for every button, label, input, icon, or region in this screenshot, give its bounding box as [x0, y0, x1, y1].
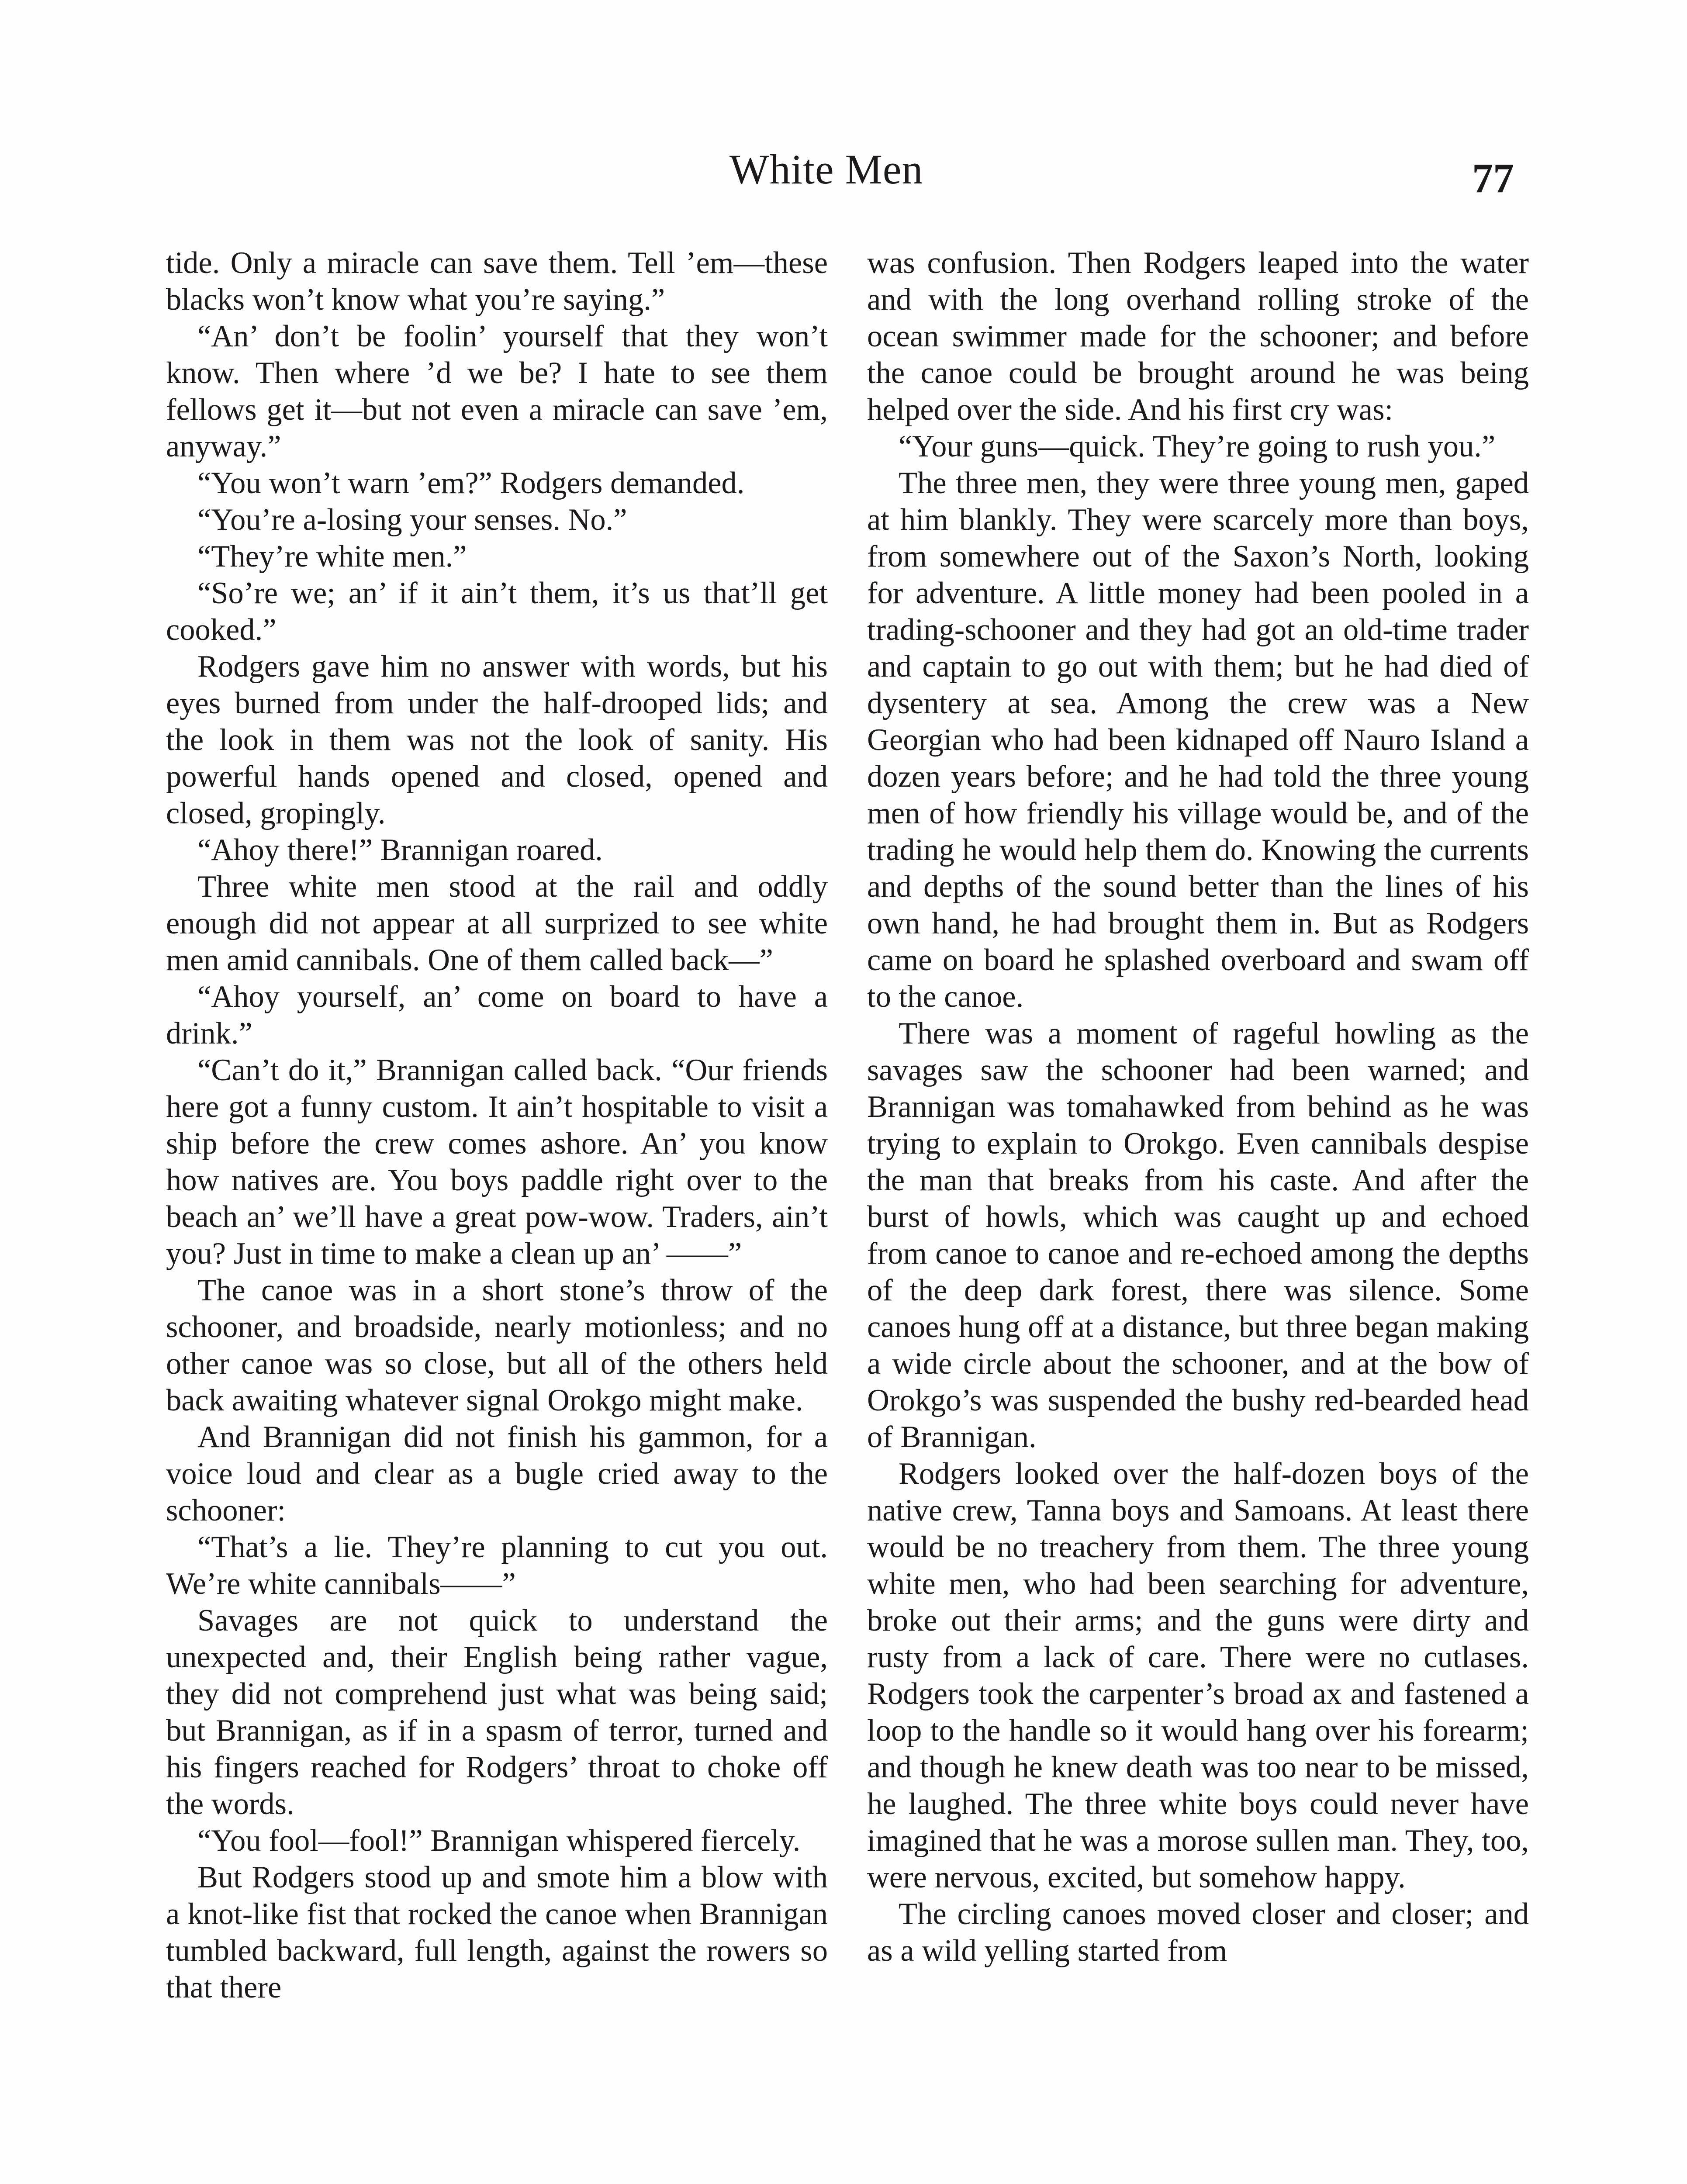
paragraph: Savages are not quick to understand the unexpected and, their English being rather vague, they did not comprehend just what was being said; but Brannigan, as if in a spasm of terror, turned and his fingers reached for Rodgers’ throat to choke off the words.	[166, 1603, 828, 1821]
page-number: 77	[1472, 155, 1514, 201]
paragraph: “Ahoy there!” Brannigan roared.	[197, 833, 603, 867]
paragraph: The canoe was in a short stone’s throw of the schooner, and broadside, nearly motionless; and no other canoe was so close, but all of the others held back awaiting whatever signal Orokgo might make.	[166, 1273, 828, 1417]
paragraph: The three men, they were three young men, gaped at him blankly. They were scarcely more than boys, from somewhere out of the Saxon’s North, looking for adventure. A little money had been pooled in a trading-schooner and they had got an old-time trader and captain to go out with them; but he had died of dysentery at sea. Among the crew was a New Georgian who had been kidnaped off Nauro Island a dozen years before; and he had told the three young men of how friendly his village would be, and of the trading he would help them do. Knowing the currents and depths of the sound better than the lines of his own hand, he had brought them in. But as Rodgers came on board he splashed overboard and swam off to the canoe.	[867, 466, 1529, 1014]
paragraph: “So’re we; an’ if it ain’t them, it’s us that’ll get cooked.”	[166, 576, 828, 647]
paragraph: Three white men stood at the rail and oddly enough did not appear at all surprized to see white men amid cannibals. One of them called back—”	[166, 870, 828, 977]
paragraph: “Your guns—quick. They’re going to rush you.”	[899, 429, 1496, 463]
paragraph: “That’s a lie. They’re planning to cut you out. We’re white cannibals——”	[166, 1530, 828, 1601]
paragraph: “Ahoy yourself, an’ come on board to have a drink.”	[166, 980, 828, 1051]
paragraph: Rodgers gave him no answer with words, but his eyes burned from under the half-drooped lids; and the look in them was not the look of sanity. His powerful hands opened and closed, opened and closed, gropingly.	[166, 650, 828, 830]
paragraph: “You’re a-losing your senses. No.”	[197, 503, 627, 537]
left-column	[166, 245, 828, 2006]
paragraph: “An’ don’t be foolin’ yourself that they won’t know. Then where ’d we be? I hate to see them fellows get it—but not even a miracle can save ’em, anyway.”	[166, 319, 828, 463]
paragraph: “You won’t warn ’em?” Rodgers demanded.	[197, 466, 745, 500]
paragraph: “You fool—fool!” Brannigan whispered fiercely.	[197, 1824, 801, 1858]
right-column	[867, 245, 1529, 1969]
paragraph: Rodgers looked over the half-dozen boys of the native crew, Tanna boys and Samoans. At least there would be no treachery from them. The three young white men, who had been searching for adventure, broke out their arms; and the guns were dirty and rusty from a lack of care. There were no cutlases. Rodgers took the carpenter’s broad ax and fastened a loop to the handle so it would hang over his forearm; and though he knew death was too near to be missed, he laughed. The three white boys could never have imagined that he was a morose sullen man. They, too, were nervous, excited, but somehow happy.	[867, 1457, 1529, 1894]
paragraph: tide. Only a miracle can save them. Tell ’em—these blacks won’t know what you’re saying.”	[166, 246, 828, 317]
paragraph: But Rodgers stood up and smote him a blow with a knot-like fist that rocked the canoe when Brannigan tumbled backward, full length, against the rowers so that there	[166, 1860, 828, 2004]
paragraph: “Can’t do it,” Brannigan called back. “Our friends here got a funny custom. It ain’t hospitable to visit a ship before the crew comes ashore. An’ you know how natives are. You boys paddle right over to the beach an’ we’ll have a great pow-wow. Traders, ain’t you? Just in time to make a clean up an’ ——”	[166, 1053, 828, 1271]
paragraph: “They’re white men.”	[197, 539, 467, 574]
paragraph: And Brannigan did not finish his gammon, for a voice loud and clear as a bugle cried away to the schooner:	[166, 1420, 828, 1527]
running-head: White Men	[729, 146, 923, 193]
paragraph: The circling canoes moved closer and closer; and as a wild yelling started from	[867, 1897, 1529, 1968]
paragraph: was confusion. Then Rodgers leaped into the water and with the long overhand rolling stroke of the ocean swimmer made for the schooner; and before the canoe could be brought around he was being helped over the side. And his first cry was:	[867, 246, 1529, 427]
paragraph: There was a moment of rageful howling as the savages saw the schooner had been warned; and Brannigan was tomahawked from behind as he was trying to explain to Orokgo. Even cannibals despise the man that breaks from his caste. And after the burst of howls, which was caught up and echoed from canoe to canoe and re-echoed among the depths of the deep dark forest, there was silence. Some canoes hung off at a distance, but three began making a wide circle about the schooner, and at the bow of Orokgo’s was suspended the bushy red-bearded head of Brannigan.	[867, 1016, 1529, 1454]
